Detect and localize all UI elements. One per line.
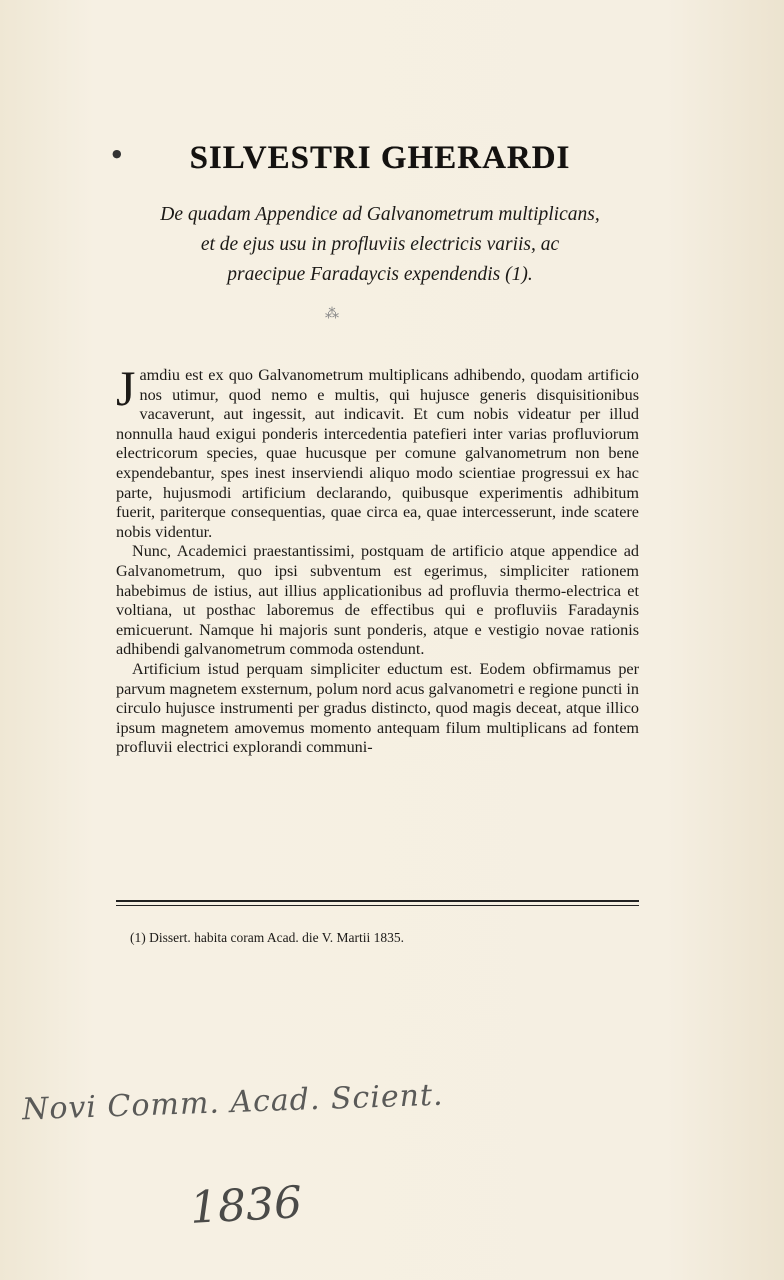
subtitle-line-3: praecipue Faradaycis expendendis (1). [227,264,533,285]
paragraph-3: Artificium istud perquam simpliciter eductum est. Eodem obfirmamus per parvum magnetem exsternum, polum nord acus galvanometri e regione puncti in circulo hujusce instrumenti per gradus distincto, quod magis deceat, atque illico ipsum magnetem amovemus momento antequam filum multiplicans ad fontem profluvii electrici explorandi communi- [116,659,639,757]
handwritten-year: 1836 [188,1177,304,1234]
drop-cap: J [116,360,136,416]
subtitle-line-2: et de ejus usu in profluviis electricis variis, ac [200,234,560,255]
footnote-divider [116,900,639,902]
subtitle-line-1: De quadam Appendice ad Galvanometrum multiplicans, [160,204,600,225]
author-title: SILVESTRI GHERARDI [189,140,571,176]
body-text [116,360,639,758]
article-subtitle [90,200,670,290]
bullet-mark-icon: ● [112,147,122,160]
paragraph-1-text: amdiu est ex quo Galvanometrum multiplicans adhibendo, quodam artificio nos utimur, quod nemo e multis, qui hujusce generis disquisitionibus vacaverunt, aut ingessit, aut indicavit. Et cum nobis videatur per illud nonnulla haud exigui ponderis intercedentia patefieri inter varias profluviorum electricorum species, quae hucusque per comune galvanometrum non bene expendebantur, spes inest inserviendi aliquo modo scientiae progressui ex hac parte, hujusmodi artificium declarando, quibusque experimentis adhibitum fuerit, pariterque consequentias, quae circa ea, quae intercesserunt, inde scatere nobis videntur. [116,366,639,541]
paragraph-1 [116,360,639,542]
ink-mark-icon: ⁂ [325,306,339,322]
footnote-divider-thin [116,905,639,906]
paragraph-2: Nunc, Academici praestantissimi, postquam de artificio atque appendice ad Galvanometrum, quo ipsi subventum est egerimus, simpliciter rationem habebimus de istius, aut illius applicationibus ad profluvia thermo-electrica et voltiana, ut posthac laboremus de effectibus qui e profluviis Faradaynis emicuerunt. Namque hi majoris sunt ponderis, atque e vestigio novae rationis adhibendi galvanometrum commoda ostendunt. [116,542,639,659]
handwritten-note: Novi Comm. Acad. Scient. [21,1077,445,1128]
footnote: (1) Dissert. habita coram Acad. die V. Martii 1835. [130,930,404,945]
